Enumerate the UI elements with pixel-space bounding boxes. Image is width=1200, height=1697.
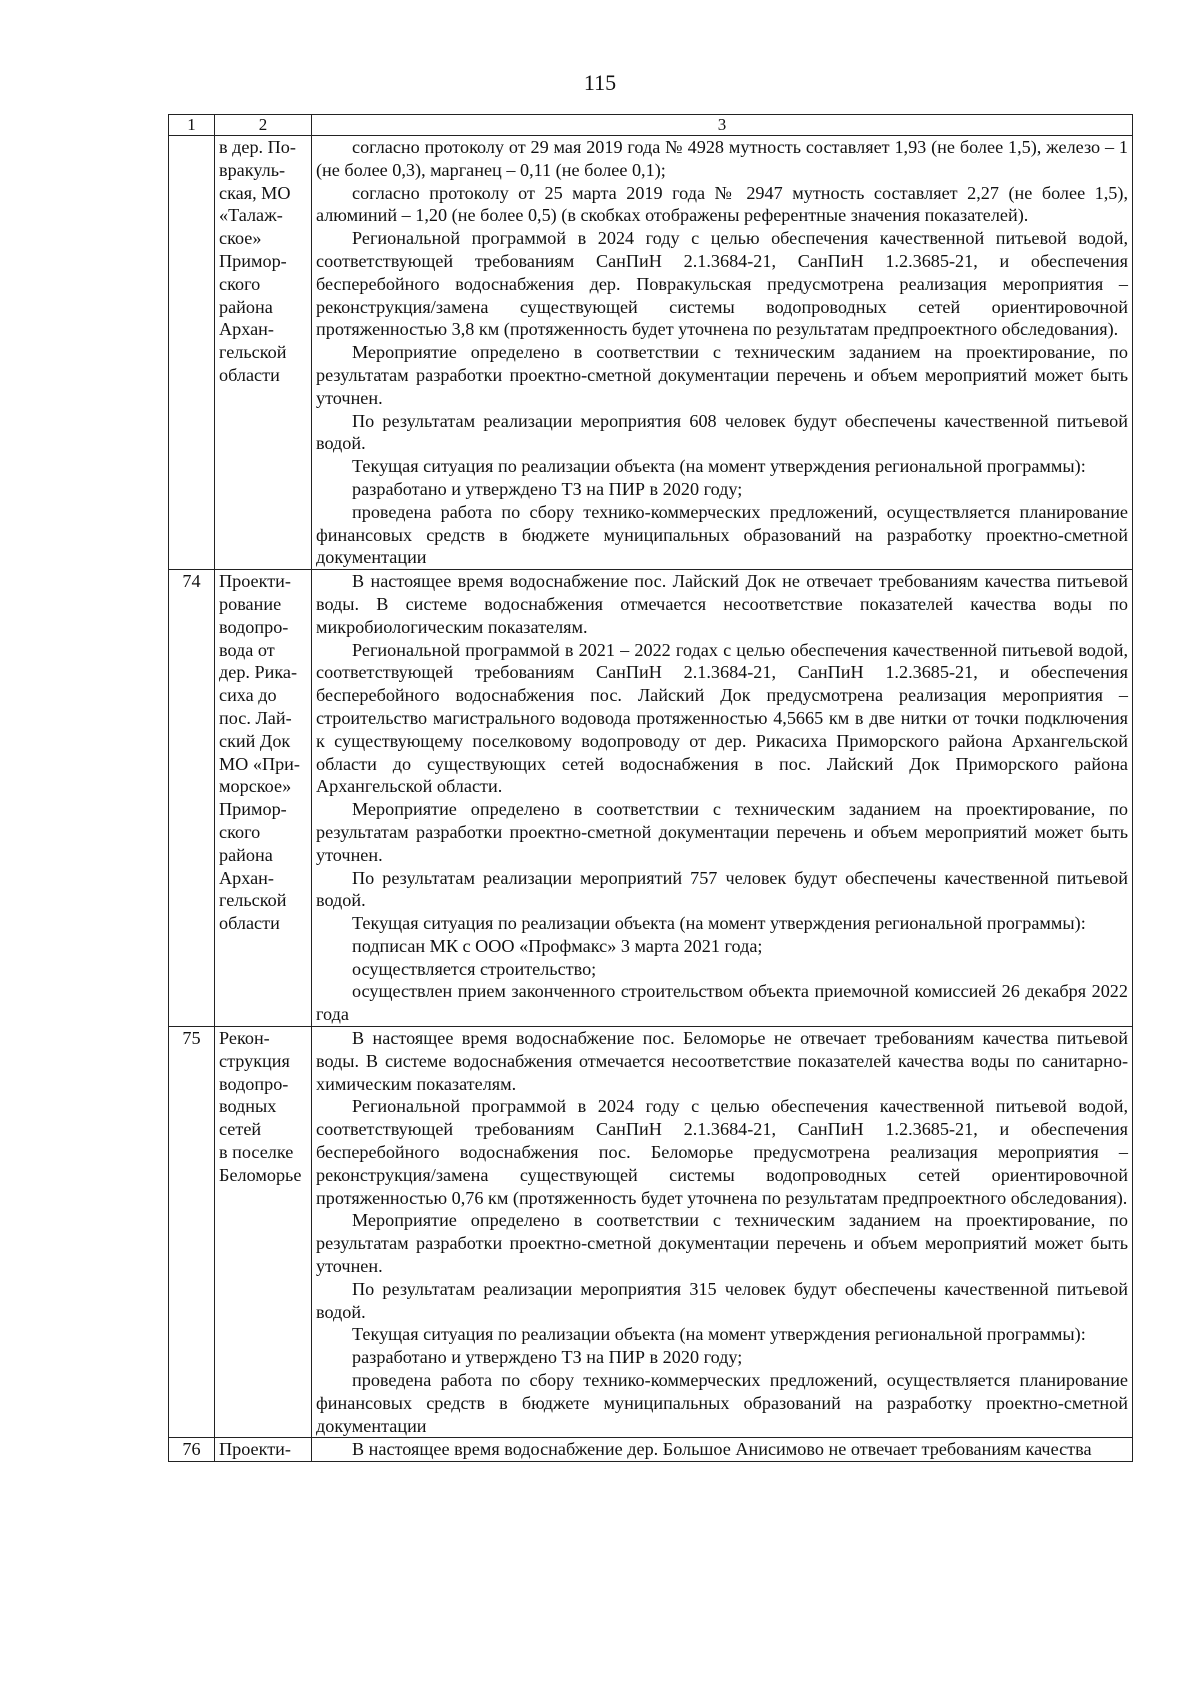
description-paragraph: Региональной программой в 2024 году с целью обеспечения качественной питьевой водой, соответствующей требованиям СанПиН 2.1.3684-21, СанПиН 1.2.3685-21, и обеспечения бесперебойного водоснабжения пос. Беломорье предусмотрена реализация мероприятия – реконструкция/замена существующей системы водопроводных сетей ориентировочной протяженностью 0,76 км (протяженность будет уточнена по результатам предпроектного обследования). <box>316 1096 1128 1208</box>
table-row <box>169 1438 1133 1462</box>
program-table <box>168 114 1133 1462</box>
object-name-cell <box>215 136 312 570</box>
page-number: 115 <box>583 70 617 95</box>
table-row <box>169 136 1133 570</box>
description-paragraph: Текущая ситуация по реализации объекта (на момент утверждения региональной программы): <box>352 913 1086 934</box>
header-col-1: 1 <box>169 115 215 136</box>
description-cell <box>312 136 1133 570</box>
description-paragraph: В настоящее время водоснабжение пос. Беломорье не отвечает требованиям качества питьевой воды. В системе водоснабжения отмечается несоответствие показателей качества воды по санитарно-химическим показателям. <box>316 1028 1128 1094</box>
description-paragraph: Региональной программой в 2024 году с целью обеспечения качественной питьевой водой, соответствующей требованиям СанПиН 2.1.3684-21, СанПиН 1.2.3685-21, и обеспечения бесперебойного водоснабжения дер. Повракульская предусмотрена реализация мероприятия – реконструкция/замена существующей системы водопроводных сетей ориентировочной протяженностью 3,8 км (протяженность будет уточнена по результатам предпроектного обследования). <box>316 228 1128 340</box>
description-paragraph: По результатам реализации мероприятия 608 человек будут обеспечены качественной питьевой водой. <box>316 410 1128 454</box>
description-paragraph: Мероприятие определено в соответствии с техническим заданием на проектирование, по результатам разработки проектно-сметной документации перечень и объем мероприятий может быть уточнен. <box>316 342 1128 408</box>
description-paragraph: В настоящее время водоснабжение пос. Лайский Док не отвечает требованиям качества питьевой воды. В системе водоснабжения отмечается несоответствие показателей качества воды по микробиологическим показателям. <box>316 571 1128 637</box>
object-name: Проекти- <box>219 1439 291 1460</box>
description-paragraph: осуществляется строительство; <box>352 958 597 979</box>
description-paragraph: По результатам реализации мероприятия 315 человек будут обеспечены качественной питьевой водой. <box>316 1278 1128 1322</box>
description-paragraph: разработано и утверждено ТЗ на ПИР в 2020 году; <box>352 478 743 499</box>
description-paragraph: согласно протоколу от 25 марта 2019 года № 2947 мутность составляет 2,27 (не более 1,5), алюминий – 1,20 (не более 0,5) (в скобках отображены референтные значения показателей). <box>316 182 1128 226</box>
description-paragraph: подписан МК с ООО «Профмакс» 3 марта 2021 года; <box>352 935 763 956</box>
row-number-cell <box>169 136 215 570</box>
table-row <box>169 1027 1133 1438</box>
header-col-2: 2 <box>215 115 312 136</box>
description-paragraph: осуществлен прием законченного строительством объекта приемочной комиссией 26 декабря 2022 года <box>316 981 1128 1025</box>
description-paragraph: Мероприятие определено в соответствии с техническим заданием на проектирование, по результатам разработки проектно-сметной документации перечень и объем мероприятий может быть уточнен. <box>316 1210 1128 1277</box>
header-col-3: 3 <box>312 115 1133 136</box>
description-paragraph: разработано и утверждено ТЗ на ПИР в 2020 году; <box>352 1347 743 1368</box>
object-name-cell <box>215 1438 312 1462</box>
row-number-cell: 75 <box>169 1027 215 1438</box>
description-paragraph: Региональной программой в 2021 – 2022 годах с целью обеспечения качественной питьевой водой, соответствующей требованиям СанПиН 2.1.3684-21, СанПиН 1.2.3685-21, и обеспечения бесперебойного водоснабжения пос. Лайский Док предусмотрена реализация мероприятия – строительство магистрального водовода протяженностью 4,5665 км в две нитки от точки подключения к существующему поселковому водопроводу от дер. Рикасиха Приморского района Архангельской области до существующих сетей водоснабжения в пос. Лайский Док Приморского района Архангельской области. <box>316 639 1128 797</box>
object-name: Проекти- рование водопро- вода от дер. Рика- сиха до пос. Лай- ский Док МО «При- морское» Примор- ского района Архан- гельской области <box>219 571 300 934</box>
row-number-cell: 74 <box>169 570 215 1027</box>
description-paragraph: В настоящее время водоснабжение дер. Большое Анисимово не отвечает требованиям качества <box>352 1439 1092 1460</box>
description-paragraph: Текущая ситуация по реализации объекта (на момент утверждения региональной программы): <box>352 456 1086 477</box>
description-paragraph: проведена работа по сбору технико-коммерческих предложений, осуществляется планирование финансовых средств в бюджете муниципальных образований на разработку проектно-сметной документации <box>316 1370 1128 1436</box>
description-paragraph: согласно протоколу от 29 мая 2019 года № 4928 мутность составляет 1,93 (не более 1,5), железо – 1 (не более 0,3), марганец – 0,11 (не более 0,1); <box>316 137 1128 180</box>
object-name: Рекон- струкция водопро- водных сетей в поселке Беломорье <box>219 1028 302 1185</box>
description-cell <box>312 570 1133 1027</box>
description-paragraph: проведена работа по сбору технико-коммерческих предложений, осуществляется планирование финансовых средств в бюджете муниципальных образований на разработку проектно-сметной документации <box>316 501 1128 568</box>
table-header-row <box>169 115 1133 136</box>
object-name-cell <box>215 1027 312 1438</box>
object-name: в дер. По- вракуль- ская, МО «Талаж- ское» Примор- ского района Архан- гельской области <box>219 137 296 385</box>
description-paragraph: Мероприятие определено в соответствии с техническим заданием на проектирование, по результатам разработки проектно-сметной документации перечень и объем мероприятий может быть уточнен. <box>316 799 1128 865</box>
description-paragraph: По результатам реализации мероприятий 757 человек будут обеспечены качественной питьевой водой. <box>316 867 1128 911</box>
description-cell <box>312 1438 1133 1462</box>
table-row <box>169 570 1133 1027</box>
description-paragraph: Текущая ситуация по реализации объекта (на момент утверждения региональной программы): <box>352 1324 1086 1345</box>
description-cell <box>312 1027 1133 1438</box>
object-name-cell <box>215 570 312 1027</box>
row-number-cell: 76 <box>169 1438 215 1462</box>
